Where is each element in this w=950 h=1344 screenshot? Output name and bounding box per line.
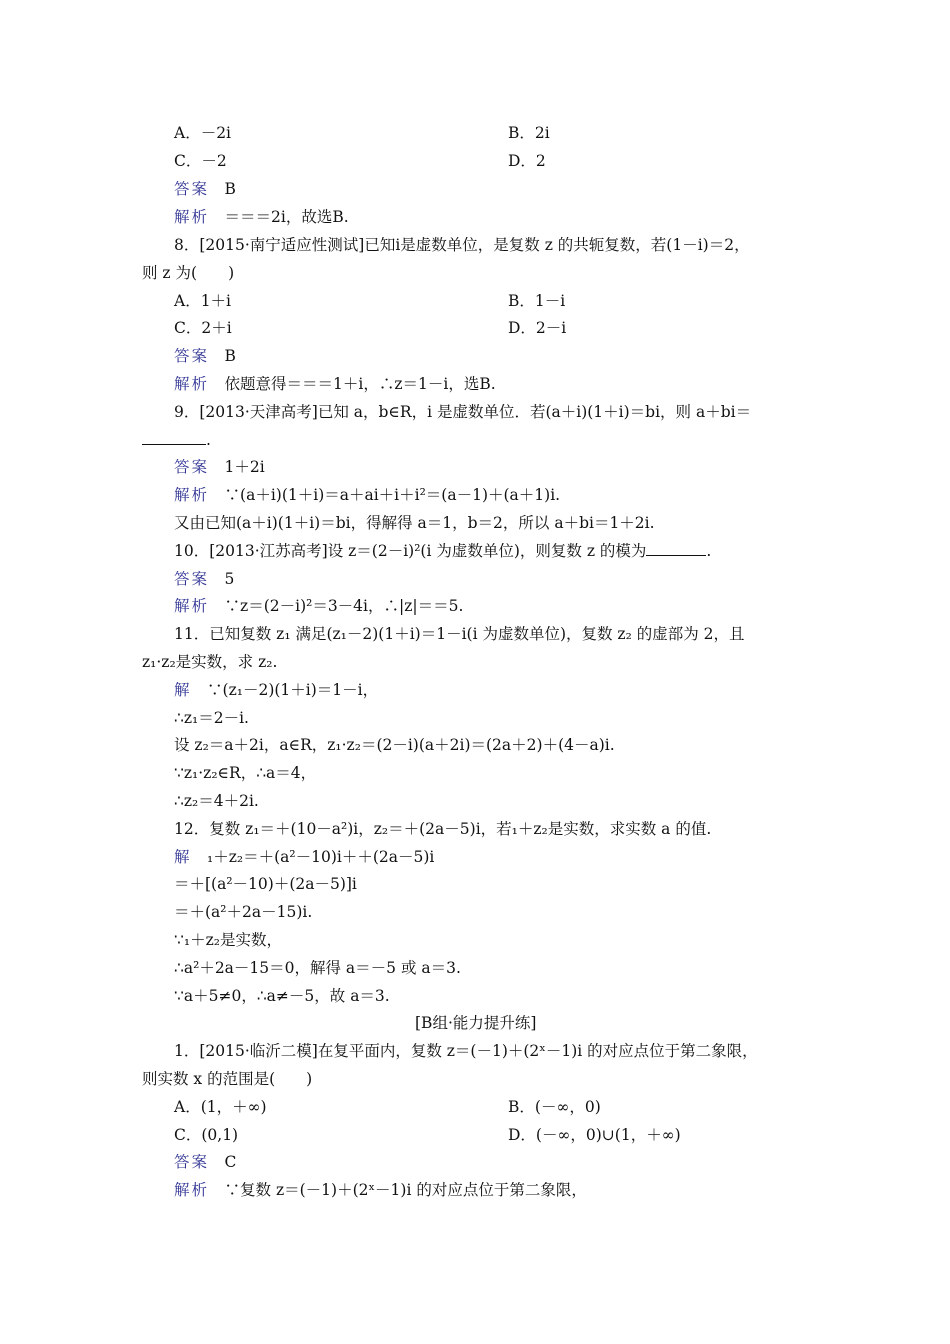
q12-stem: 12．复数 z₁＝＋(10－a²)i，z₂＝＋(2a－5)i，若₁＋z₂是实数，求实数 a 的值. [174,820,712,838]
explanation-label: 解析 [174,486,210,504]
q9-stem-line1: 9．[2013·天津高考]已知 a，b∈R，i 是虚数单位．若(a＋i)(1＋i)＝bi，则 a＋bi＝ [174,403,752,421]
b1-option-c: C．(0,1) [174,1126,239,1144]
explanation-text: ∵(a＋i)(1＋i)＝a＋ai＋i＋i²＝(a－1)＋(a＋1)i. [224,486,561,504]
q11-solution-line3: 设 z₂＝a＋2i，a∈R，z₁·z₂＝(2－i)(a＋2i)＝(2a＋2)＋(4－a)i. [174,736,615,754]
q7-explanation [174,207,349,227]
q12-solution-line6: ∵a＋5≠0，∴a≠－5，故 a＝3. [174,987,390,1005]
explanation-text: ∵z＝(2－i)²＝3－4i，∴|z|＝＝5. [224,597,464,615]
section-heading: [B组·能力提升练] [415,1014,537,1032]
solution-text: ₁＋z₂＝＋(a²－10)i＋＋(2a－5)i [207,848,435,866]
solution-label: 解 [174,681,192,699]
q12-solution-line3: ＝＋(a²＋2a－15)i. [174,903,313,921]
answer-value: C [224,1153,237,1171]
answer-label: 答案 [174,347,210,365]
q11-solution [174,680,378,700]
b1-explanation [174,1180,587,1200]
q12-solution-line4: ∵₁＋z₂是实数， [174,931,282,949]
solution-label: 解 [174,848,192,866]
answer-label: 答案 [174,180,210,198]
q9-answer [174,457,265,477]
q12-solution-line5: ∴a²＋2a－15＝0，解得 a＝－5 或 a＝3. [174,959,461,977]
answer-label: 答案 [174,458,210,476]
answer-label: 答案 [174,570,210,588]
q7-option-a: A．－2i [174,124,232,142]
answer-label: 答案 [174,1153,210,1171]
q8-option-b: B．1－i [508,292,566,310]
answer-blank [646,541,706,556]
q9-explanation [174,485,560,505]
q8-stem-line2: 则 z 为( ) [142,264,235,282]
q10-answer [174,569,234,589]
q8-option-a: A．1＋i [174,292,232,310]
q10-stem [174,541,711,561]
b1-stem-line1: 1．[2015·临沂二模]在复平面内，复数 z＝(－1)＋(2ˣ－1)i 的对应点位于第二象限， [174,1042,758,1060]
q7-option-d: D．2 [508,152,546,170]
q11-solution-line5: ∴z₂＝4＋2i. [174,792,259,810]
q12-solution-line2: ＝＋[(a²－10)＋(2a－5)]i [174,875,357,893]
q8-option-d: D．2－i [508,319,567,337]
q10-explanation [174,596,463,616]
answer-value: B [224,180,236,198]
q9-explanation-line2: 又由已知(a＋i)(1＋i)＝bi，得解得 a＝1，b＝2，所以 a＋bi＝1＋2i. [174,514,655,532]
answer-blank [142,430,206,445]
q10-stem-text: 10．[2013·江苏高考]设 z＝(2－i)²(i 为虚数单位)，则复数 z 的模为 [174,542,647,560]
q7-option-c: C．－2 [174,152,227,170]
q9-stem-line2 [142,430,211,450]
answer-value: 1＋2i [224,458,265,476]
b1-answer [174,1152,236,1172]
explanation-label: 解析 [174,1181,210,1199]
explanation-label: 解析 [174,597,210,615]
q7-option-b: B．2i [508,124,550,142]
q8-explanation [174,374,496,394]
explanation-label: 解析 [174,208,210,226]
answer-value: B [224,347,236,365]
explanation-label: 解析 [174,375,210,393]
explanation-text: ∵复数 z＝(－1)＋(2ˣ－1)i 的对应点位于第二象限， [224,1181,587,1199]
b1-stem-line2: 则实数 x 的范围是( ) [142,1070,313,1088]
b1-option-b: B．(－∞，0) [508,1098,601,1116]
q7-answer [174,179,236,199]
q9-stem-end: . [206,431,211,449]
explanation-text: 依题意得＝＝＝1＋i，∴z＝1－i，选B. [224,375,496,393]
explanation-text: ＝＝＝2i，故选B. [224,208,349,226]
q8-stem-line1: 8．[2015·南宁适应性测试]已知i是虚数单位，是复数 z 的共轭复数，若(1－i)＝2， [174,236,750,254]
solution-text: ∵(z₁－2)(1＋i)＝1－i， [207,681,379,699]
q11-stem-line2: z₁·z₂是实数，求 z₂. [142,653,278,671]
q11-solution-line4: ∵z₁·z₂∈R，∴a＝4， [174,764,317,782]
q10-stem-end: . [706,542,712,560]
q12-solution [174,847,434,867]
b1-option-d: D．(－∞，0)∪(1，＋∞) [508,1126,681,1144]
q11-solution-line2: ∴z₁＝2－i. [174,709,249,727]
b1-option-a: A．(1，＋∞) [174,1098,267,1116]
q11-stem-line1: 11．已知复数 z₁ 满足(z₁－2)(1＋i)＝1－i(i 为虚数单位)，复数 z₂ 的虚部为 2，且 [174,625,745,643]
answer-value: 5 [224,570,235,588]
q8-option-c: C．2＋i [174,319,232,337]
q8-answer [174,346,236,366]
